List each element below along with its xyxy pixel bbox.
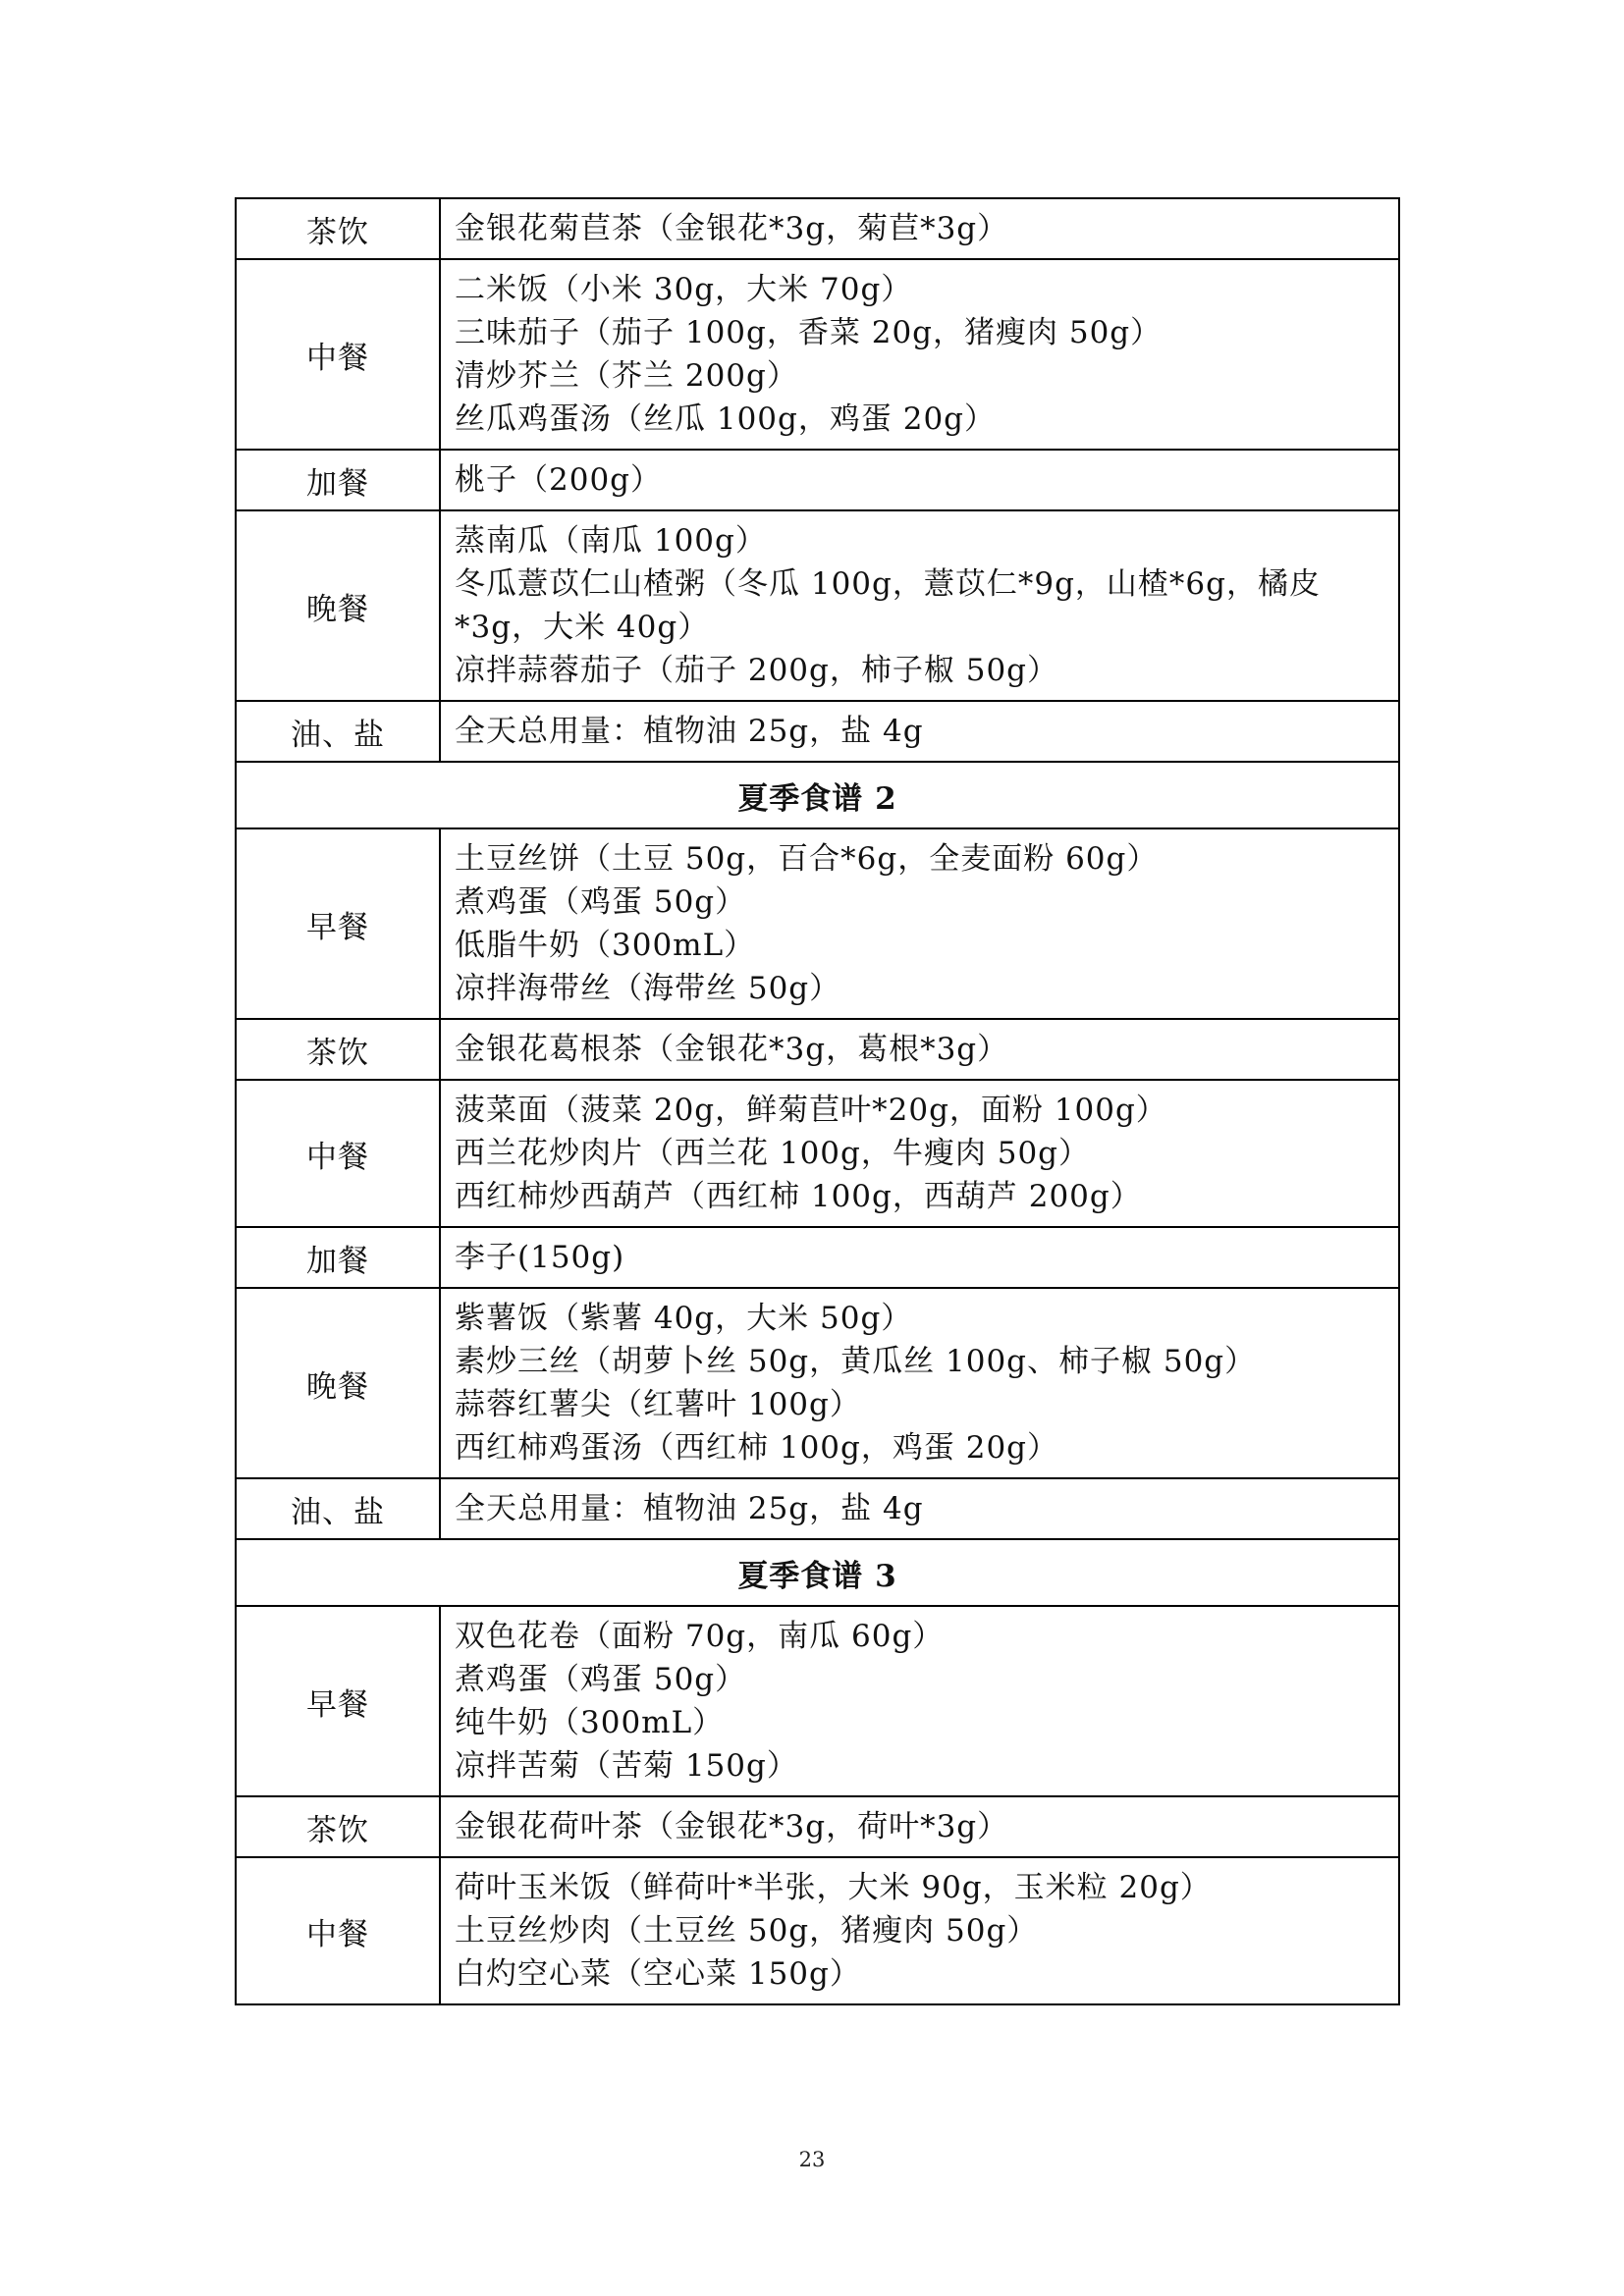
section-title-row [236,762,1399,828]
meal-label: 中餐 [236,259,440,450]
meal-label: 早餐 [236,828,440,1019]
dish-item: 桃子（200g） [455,462,663,498]
dish-item: 低脂牛奶（300mL） [455,928,756,963]
dish-item: 金银花菊苣茶（金银花*3g，菊苣*3g） [455,211,1009,246]
meal-label: 加餐 [236,450,440,510]
meal-row-tea [236,1019,1399,1080]
meal-label: 加餐 [236,1227,440,1288]
dish-item: 凉拌蒜蓉茄子（茄子 200g，柿子椒 50g） [455,653,1059,688]
meal-row-breakfast [236,1606,1399,1796]
meal-row-breakfast [236,828,1399,1019]
meal-items [440,1288,1399,1478]
dish-item: 冬瓜薏苡仁山楂粥（冬瓜 100g，薏苡仁*9g，山楂*6g，橘皮*3g，大米 40g） [455,566,1322,645]
meal-items [440,1857,1399,2004]
dish-item: 白灼空心菜（空心菜 150g） [455,1956,861,1992]
meal-label: 茶饮 [236,1019,440,1080]
dish-item: 西红柿炒西葫芦（西红柿 100g，西葫芦 200g） [455,1179,1142,1214]
meal-label: 中餐 [236,1080,440,1227]
dish-item: 双色花卷（面粉 70g，南瓜 60g） [455,1619,945,1654]
meal-row-dinner [236,1288,1399,1478]
dish-item: 蒜蓉红薯尖（红薯叶 100g） [455,1387,861,1422]
section-title-row [236,1539,1399,1606]
dish-item: 土豆丝饼（土豆 50g，百合*6g，全麦面粉 60g） [455,841,1159,877]
meal-items [440,1019,1399,1080]
meal-row-lunch [236,1080,1399,1227]
meal-items [440,450,1399,510]
meal-row-lunch [236,259,1399,450]
meal-items [440,701,1399,762]
meal-items [440,198,1399,259]
meal-row-snack [236,450,1399,510]
dish-item: 西红柿鸡蛋汤（西红柿 100g，鸡蛋 20g） [455,1430,1059,1466]
meal-label: 茶饮 [236,198,440,259]
dish-item: 全天总用量：植物油 25g，盐 4g [455,714,924,749]
dish-item: 三味茄子（茄子 100g，香菜 20g，猪瘦肉 50g） [455,315,1163,350]
meal-items [440,1227,1399,1288]
meal-label: 晚餐 [236,1288,440,1478]
meal-label: 晚餐 [236,510,440,701]
menu-table [235,197,1400,2005]
meal-row-oil-salt [236,1478,1399,1539]
meal-items [440,1796,1399,1857]
meal-label: 中餐 [236,1857,440,2004]
dish-item: 西兰花炒肉片（西兰花 100g，牛瘦肉 50g） [455,1136,1091,1171]
dish-item: 蒸南瓜（南瓜 100g） [455,523,767,559]
meal-items [440,1478,1399,1539]
dish-item: 煮鸡蛋（鸡蛋 50g） [455,1662,747,1697]
meal-items [440,259,1399,450]
meal-items [440,510,1399,701]
menu-table-body [236,198,1399,2004]
dish-item: 丝瓜鸡蛋汤（丝瓜 100g，鸡蛋 20g） [455,401,997,437]
dish-item: 菠菜面（菠菜 20g，鲜菊苣叶*20g，面粉 100g） [455,1093,1167,1128]
meal-items [440,1080,1399,1227]
meal-row-snack [236,1227,1399,1288]
meal-row-tea [236,198,1399,259]
dish-item: 煮鸡蛋（鸡蛋 50g） [455,884,747,920]
dish-item: 金银花荷叶茶（金银花*3g，荷叶*3g） [455,1809,1009,1844]
meal-label: 油、盐 [236,701,440,762]
section-title: 夏季食谱 2 [236,762,1399,828]
dish-item: 凉拌苦菊（苦菊 150g） [455,1748,798,1784]
dish-item: 凉拌海带丝（海带丝 50g） [455,971,841,1006]
dish-item: 纯牛奶（300mL） [455,1705,725,1740]
meal-row-lunch [236,1857,1399,2004]
dish-item: 二米饭（小米 30g，大米 70g） [455,272,913,307]
page-number: 23 [798,2148,826,2171]
dish-item: 素炒三丝（胡萝卜丝 50g，黄瓜丝 100g、柿子椒 50g） [455,1344,1257,1379]
dish-item: 全天总用量：植物油 25g，盐 4g [455,1491,924,1526]
dish-item: 土豆丝炒肉（土豆丝 50g，猪瘦肉 50g） [455,1913,1039,1949]
dish-item: 清炒芥兰（芥兰 200g） [455,358,798,394]
dish-item: 紫薯饭（紫薯 40g，大米 50g） [455,1301,913,1336]
meal-row-tea [236,1796,1399,1857]
section-title: 夏季食谱 3 [236,1539,1399,1606]
dish-item: 李子(150g) [455,1240,625,1275]
dish-item: 金银花葛根茶（金银花*3g，葛根*3g） [455,1032,1009,1067]
meal-row-dinner [236,510,1399,701]
meal-label: 茶饮 [236,1796,440,1857]
meal-row-oil-salt [236,701,1399,762]
meal-label: 油、盐 [236,1478,440,1539]
dish-item: 荷叶玉米饭（鲜荷叶*半张，大米 90g，玉米粒 20g） [455,1870,1212,1905]
meal-items [440,1606,1399,1796]
meal-items [440,828,1399,1019]
meal-label: 早餐 [236,1606,440,1796]
